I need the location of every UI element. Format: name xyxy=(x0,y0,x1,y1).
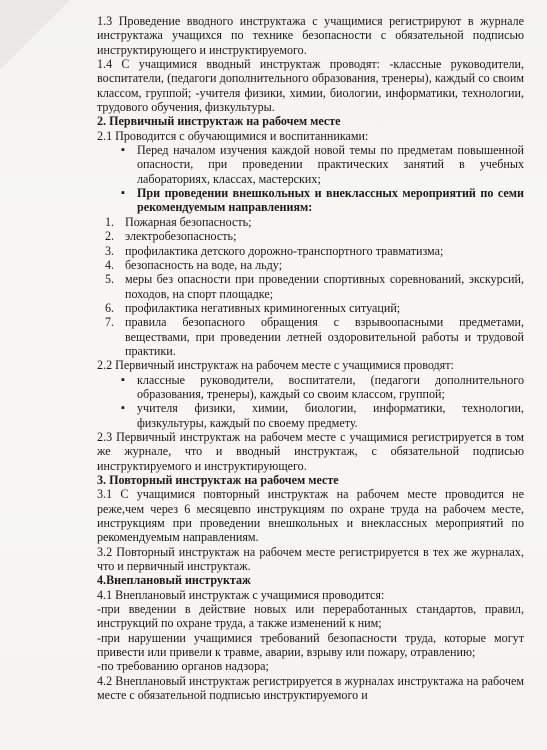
bullet-list-2-1 xyxy=(97,143,524,215)
list-item: 5. меры без опасности при проведении спортивных соревнований, экскурсий, походов, на спорт площадке; xyxy=(105,272,524,301)
bullet-list-2-2 xyxy=(97,373,524,430)
list-item: 3. профилактика детского дорожно-транспортного травматизма; xyxy=(105,243,444,258)
paragraph-4-1: 4.1 Внеплановый инструктаж с учащимися проводится: xyxy=(97,587,385,602)
section-heading-2: 2. Первичный инструктаж на рабочем месте xyxy=(97,114,341,129)
paragraph-1-3: 1.3 Проведение вводного инструктажа с учащимися регистрируют в журнале инструктажа учащихся по технике безопасности с обязательной подписью инструктирующего и инструктируемого. xyxy=(97,14,524,57)
list-item: ▪ учителя физики, химии, биологии, информатики, технологии, физкультуры, каждый по своему предмету. xyxy=(137,401,524,430)
list-item: 1. Пожарная безопасность; xyxy=(105,214,252,229)
list-item: ▪ Перед началом изучения каждой новой темы по предметам повышенной опасности, при проведении практических занятий в учебных лабораториях, классах, мастерских; xyxy=(137,143,524,186)
paragraph-2-2: 2.2 Первичный инструктаж на рабочем месте с учащимися проводят: xyxy=(97,358,454,373)
list-item: 2. электробезопасность; xyxy=(105,229,237,244)
paragraph-4-1-a: -при введении в действие новых или переработанных стандартов, правил, инструкций по охране труда, а также изменений к ним; xyxy=(97,602,524,631)
paragraph-4-1-c: -по требованию органов надзора; xyxy=(97,659,269,674)
paragraph-3-2: 3.2 Повторный инструктаж на рабочем месте регистрируется в тех же журналах, что и первичный инструктаж. xyxy=(97,544,524,574)
numbered-list-directions xyxy=(97,215,524,358)
section-heading-3: 3. Повторный инструктаж на рабочем месте xyxy=(97,473,339,487)
paragraph-3-1: 3.1 С учащимися повторный инструктаж на рабочем месте проводится не реже,чем через 6 месяцевпо инструкциям по охране труда на рабочем месте, инструкциям при проведении внешкольных и внеклассных мероприятий по рекомендуемым направлениям. xyxy=(97,487,524,545)
page-fold xyxy=(0,0,70,70)
list-item: 4. безопасность на воде, на льду; xyxy=(105,257,283,272)
list-item: ▪ При проведении внешкольных и внеклассных мероприятий по семи рекомендуемым направлениям: xyxy=(137,186,524,215)
document-body xyxy=(97,14,524,703)
paragraph-4-2: 4.2 Внеплановый инструктаж регистрируется в журналах инструктажа на рабочем месте с обязательной подписью инструктируемого и xyxy=(97,673,524,703)
list-item: ▪ классные руководители, воспитатели, (педагоги дополнительного образования, тренеры), каждый со своим классом, группой; xyxy=(137,373,524,402)
paragraph-1-4: 1.4 С учащимися вводный инструктаж проводят: -классные руководители, воспитатели, (педагоги дополнительного образования, тренеры), каждый со своим классом, группой; -учителя физики, химии, биологии, информатики, технологии, трудового обучения, физкультуры. xyxy=(97,57,524,115)
list-item: 7. правила безопасного обращения с взрывоопасными предметами, веществами, при проведении летней оздоровительной работы и трудовой практики. xyxy=(105,315,524,358)
section-heading-4: 4.Внеплановый инструктаж xyxy=(97,573,251,588)
paragraph-2-3: 2.3 Первичный инструктаж на рабочем месте с учащимися регистрируется в том же журнале, что и вводный инструктаж, с обязательной подписью инструктируемого и инструктирующего. xyxy=(97,429,524,473)
paragraph-4-1-b: -при нарушении учащимися требований безопасности труда, которые могут привести или привели к травме, аварии, взрыву или пожару, отравлению; xyxy=(97,630,524,660)
paragraph-2-1: 2.1 Проводится с обучающимися и воспитанниками: xyxy=(97,128,369,143)
list-item: 6. профилактика негативных криминогенных ситуаций; xyxy=(105,300,401,315)
